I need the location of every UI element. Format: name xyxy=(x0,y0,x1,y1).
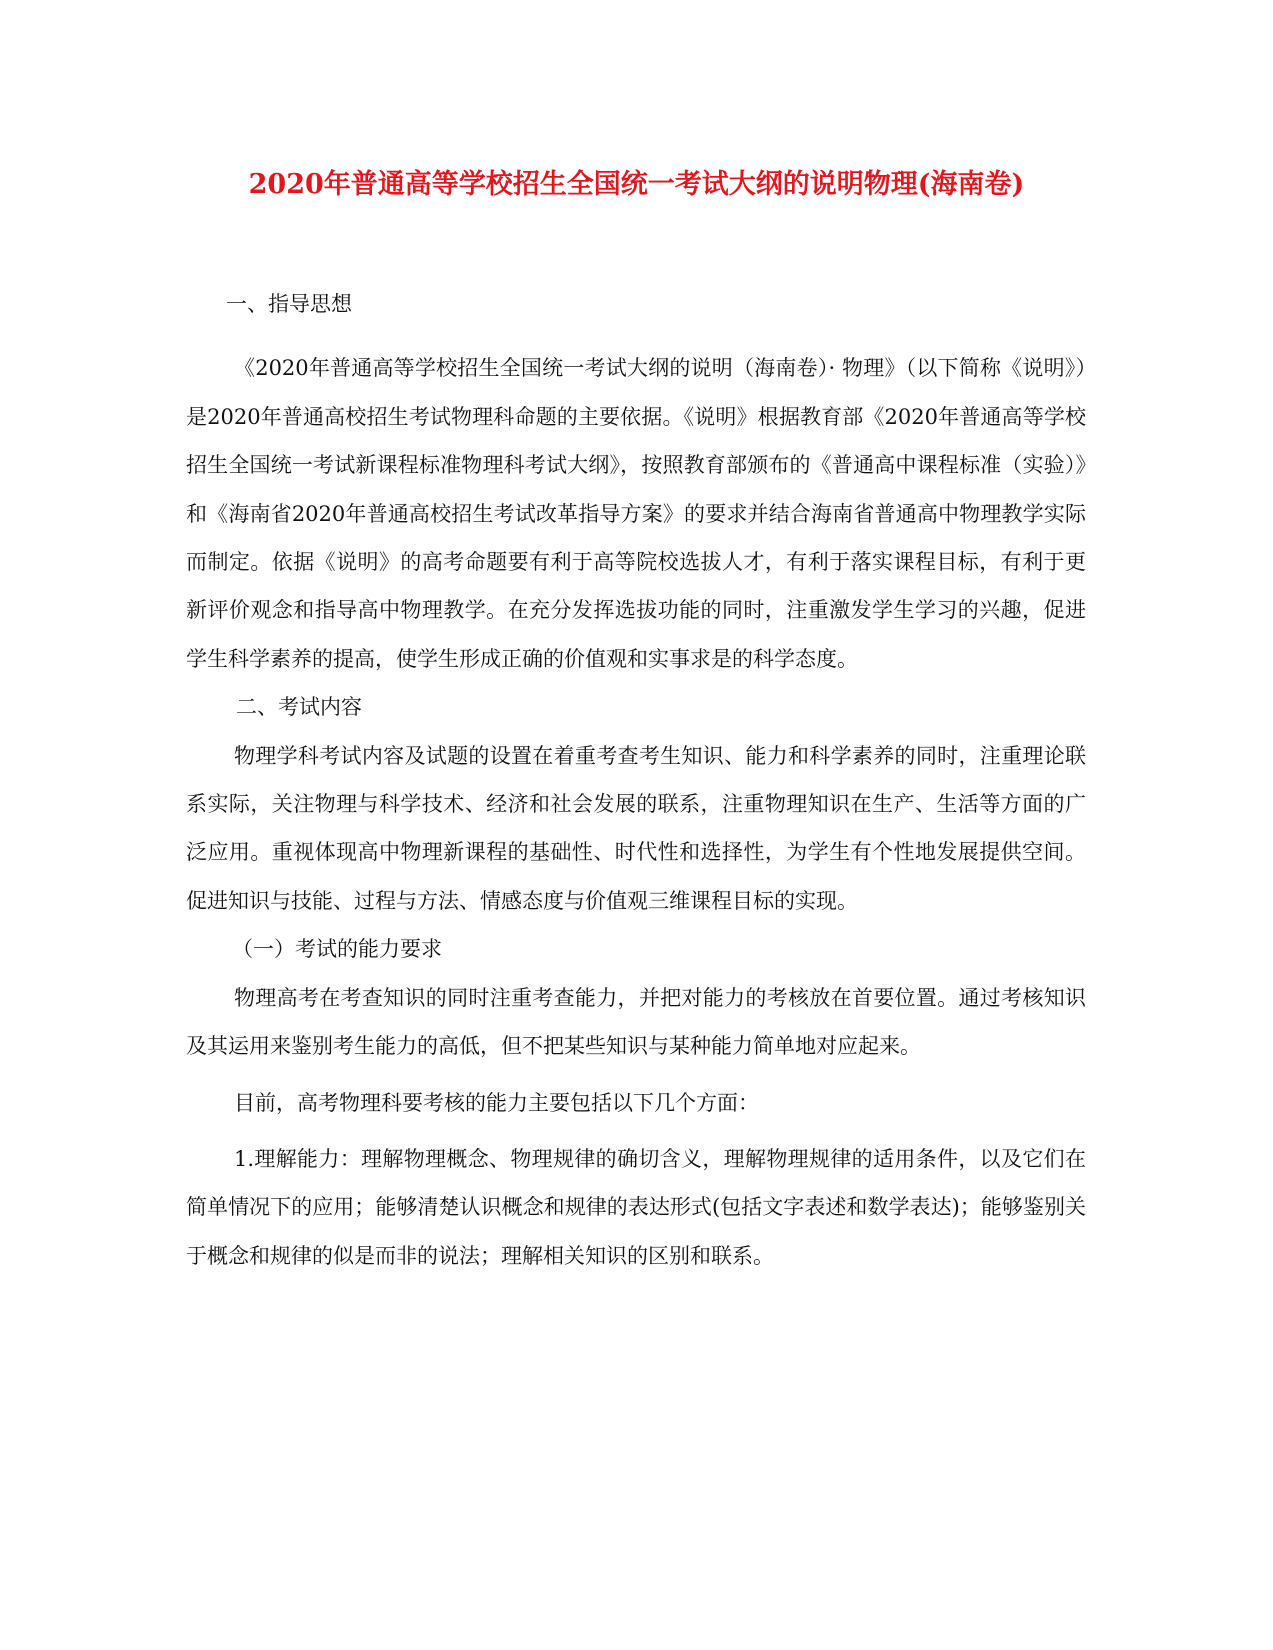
document-body xyxy=(186,280,1086,1280)
paragraph-understanding-ability: 1.理解能力：理解物理概念、物理规律的确切含义，理解物理规律的适用条件，以及它们在简单情况下的应用；能够清楚认识概念和规律的表达形式(包括文字表述和数学表达)；能够鉴别关于概念和规律的似是而非的说法；理解相关知识的区别和联系。 xyxy=(186,1146,1086,1268)
paragraph-exam-content: 物理学科考试内容及试题的设置在着重考查考生知识、能力和科学素养的同时，注重理论联系实际，关注物理与科学技术、经济和社会发展的联系，注重物理知识在生产、生活等方面的广泛应用。重视体现高中物理新课程的基础性、时代性和选择性，为学生有个性地发展提供空间。促进知识与技能、过程与方法、情感态度与价值观三维课程目标的实现。 xyxy=(186,743,1086,913)
section-heading-exam-content: 二、考试内容 xyxy=(236,695,362,720)
paragraph-ability-intro: 物理高考在考查知识的同时注重考查能力，并把对能力的考核放在首要位置。通过考核知识及其运用来鉴别考生能力的高低，但不把某些知识与某种能力简单地对应起来。 xyxy=(186,985,1086,1059)
paragraph-ability-list-intro: 目前，高考物理科要考核的能力主要包括以下几个方面： xyxy=(234,1090,759,1115)
subsection-heading-ability-requirements: （一）考试的能力要求 xyxy=(232,937,442,962)
section-heading-guiding-ideology: 一、指导思想 xyxy=(226,292,352,316)
paragraph-guiding-ideology: 《2020年普通高等学校招生全国统一考试大纲的说明（海南卷）· 物理》（以下简称《说明》）是2020年普通高校招生考试物理科命题的主要依据。《说明》根据教育部《2020年普通高等学校招生全国统一考试新课程标准物理科考试大纲》，按照教育部颁布的《普通高中课程标准（实验）》和《海南省2020年普通高校招生考试改革指导方案》的要求并结合海南省普通高中物理教学实际而制定。依据《说明》的高考命题要有利于高等院校选拔人才，有利于落实课程目标，有利于更新评价观念和指导高中物理教学。在充分发挥选拔功能的同时，注重激发学生学习的兴趣，促进学生科学素养的提高，使学生形成正确的价值观和实事求是的科学态度。 xyxy=(186,356,1086,671)
document-title: 2020年普通高等学校招生全国统一考试大纲的说明物理(海南卷) xyxy=(248,169,1025,200)
